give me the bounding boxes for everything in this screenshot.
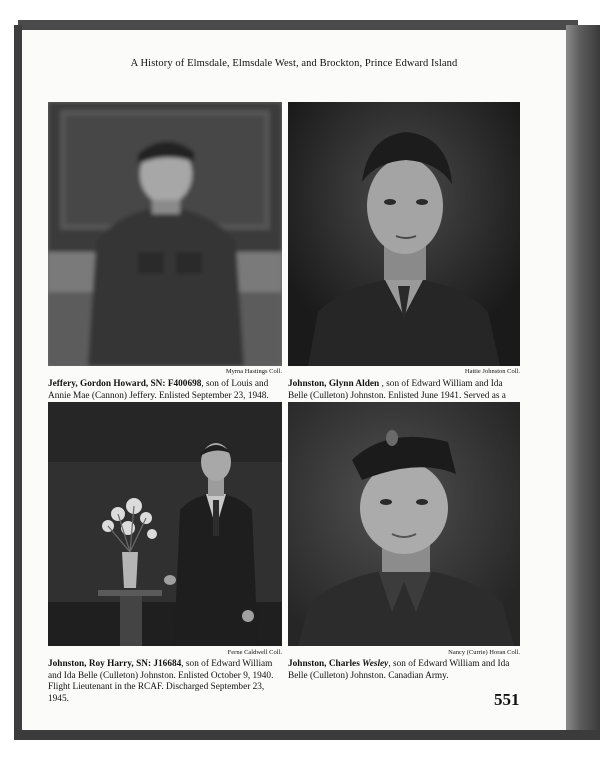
photo-glynn-johnston-image <box>288 102 520 366</box>
page-number: 551 <box>494 690 520 709</box>
photo-glynn-johnston <box>288 102 520 366</box>
book-page <box>22 30 566 730</box>
caption-roy-johnston <box>48 659 284 705</box>
caption-text: , son of Edward William and Ida Belle (Culleton) Johnston. Enlisted June 1941. Served as a <box>288 379 506 401</box>
caption-name-italic: Wesley <box>362 659 389 669</box>
caption-text: , son of Edward William and Ida Belle (Culleton) Johnston. Canadian Army. <box>288 659 510 681</box>
caption-name: Johnston, Roy Harry, SN: J16684 <box>48 659 182 669</box>
page-header: A History of Elmsdale, Elmsdale West, and Brockton, Prince Edward Island <box>130 58 458 69</box>
caption-text: , son of Edward William and Ida Belle (Culleton) Johnston. Enlisted October 9, 1940. Flight Lieutenant in the RCAF. Discharged September 23, 1945. <box>48 659 274 704</box>
book-cover-top-edge <box>18 20 578 30</box>
photo-roy-johnston <box>48 402 282 646</box>
photo-credit: Ferne Caldwell Coll. <box>227 649 282 656</box>
photo-credit: Nancy (Currie) Horan Coll. <box>448 649 520 656</box>
caption-charles-johnston <box>288 659 520 682</box>
caption-text: , son of Louis and Annie Mae (Cannon) Jeffery. Enlisted September 23, 1948. <box>48 379 269 401</box>
photo-charles-johnston <box>288 402 520 646</box>
photo-credit: Myrna Hastings Coll. <box>225 368 282 375</box>
caption-name: Jeffery, Gordon Howard, SN: F400698 <box>48 379 202 389</box>
book-spine <box>566 25 600 737</box>
photo-jeffery <box>48 102 282 366</box>
photo-roy-johnston-image <box>48 402 282 646</box>
photo-charles-johnston-image <box>288 402 520 646</box>
scan-margin <box>0 0 600 22</box>
caption-name: Johnston, Glynn Alden <box>288 379 380 389</box>
book-cover-left-edge <box>14 25 22 737</box>
photo-credit: Hattie Johnston Coll. <box>464 368 520 375</box>
caption-name: Johnston, Charles <box>288 659 363 669</box>
book-cover-bottom-edge <box>14 730 600 740</box>
photo-jeffery-image <box>48 102 282 366</box>
